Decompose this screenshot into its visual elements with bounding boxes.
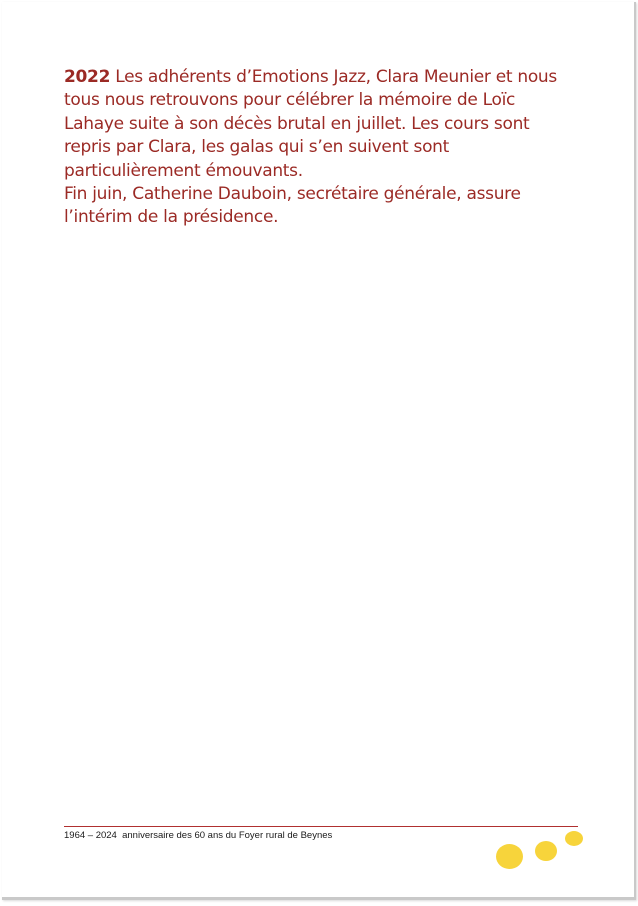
decor-dot-large: [496, 844, 523, 869]
footer-text: 1964 – 2024 anniversaire des 60 ans du Foyer rural de Beynes: [64, 830, 333, 841]
paragraph-2022: [64, 66, 564, 183]
paragraph-interim: Fin juin, Catherine Dauboin, secrétaire générale, assure l’intérim de la présidence.: [64, 184, 521, 228]
decor-dot-small: [565, 831, 583, 846]
decor-dot-medium: [535, 841, 557, 861]
footer-rule: [64, 826, 578, 827]
body-text: [64, 66, 564, 230]
document-page: [2, 2, 636, 900]
paragraph-2022-text: Les adhérents d’Emotions Jazz, Clara Meunier et nous tous nous retrouvons pour célébrer la mémoire de Loïc Lahaye suite à son décès brutal en juillet. Les cours sont repris par Clara, les galas qui s’en suivent sont particulièrement émouvants.: [64, 67, 557, 181]
year-heading: 2022: [64, 67, 111, 87]
